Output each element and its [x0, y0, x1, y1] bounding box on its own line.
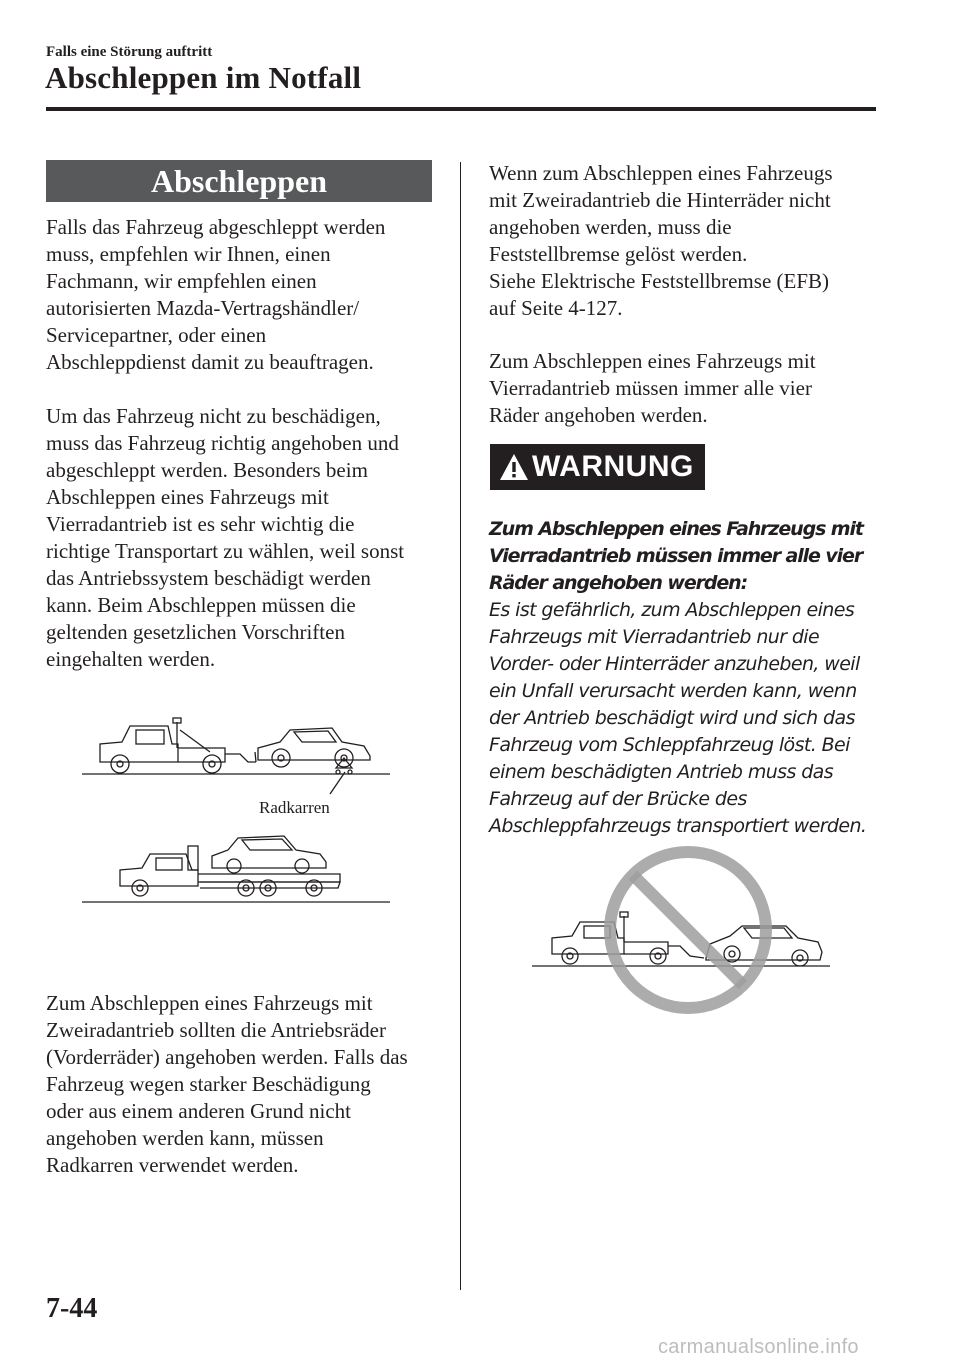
page-title: Abschleppen im Notfall — [45, 60, 362, 95]
section-title: Falls eine Störung auftritt — [46, 44, 213, 60]
warning-triangle-icon — [498, 452, 530, 482]
section-banner: Abschleppen — [46, 160, 432, 202]
warning-body — [489, 516, 869, 840]
flatbed-truck-illustration — [80, 830, 400, 908]
four-wheel-drive-paragraph: Zum Abschleppen eines Fahrzeugs mit Vierradantrieb müssen immer alle vier Räder angehoben werden. — [489, 349, 816, 427]
intro-paragraph: Falls das Fahrzeug abgeschleppt werden muss, empfehlen wir Ihnen, einen Fachmann, wir empfehlen einen autorisierten Mazda-Vertragshändler/ Servicepartner, oder einen Abschleppdienst damit zu beauftragen. — [46, 215, 386, 374]
damage-paragraph: Um das Fahrzeug nicht zu beschädigen, muss das Fahrzeug richtig angehoben und abgeschleppt werden. Besonders beim Abschleppen eines Fahrzeugs mit Vierradantrieb ist es sehr wichtig die richtige Transportart zu wählen, weil sonst das Antriebssystem beschädigt werden kann. Beim Abschleppen müssen die geltenden gesetzlichen Vorschriften eingehalten werden. — [46, 404, 405, 671]
prohibited-towing-illustration — [530, 842, 835, 1017]
header-rule — [46, 107, 876, 111]
warning-badge — [490, 444, 705, 490]
tow-truck-dolly-illustration — [80, 712, 400, 802]
watermark: carmanualsonline.info — [658, 1336, 859, 1358]
parking-brake-paragraph: Wenn zum Abschleppen eines Fahrzeugs mit Zweiradantrieb die Hinterräder nicht angehoben werden, muss die Feststellbremse gelöst werden. Siehe Elektrische Feststellbremse (EFB) auf Seite 4-127. — [489, 161, 833, 320]
warning-label: WARNUNG — [532, 450, 694, 483]
figure-label-radkarren: Radkarren — [259, 798, 330, 817]
warning-text: Es ist gefährlich, zum Abschleppen eines Fahrzeugs mit Vierradantrieb nur die Vorder- oder Hinterräder anzuheben, weil ein Unfall verursacht werden kann, wenn der Antrieb beschädigt wird und sich das Fahrzeug vom Schleppfahrzeug löst. Bei einem beschädigten Antrieb muss das Fahrzeug auf der Brücke des Abschleppfahrzeugs transportiert werden. — [489, 599, 867, 837]
warning-title: Zum Abschleppen eines Fahrzeugs mit Vierradantrieb müssen immer alle vier Räder angehoben werden: — [489, 518, 863, 594]
column-divider — [460, 162, 461, 1290]
two-wheel-drive-paragraph: Zum Abschleppen eines Fahrzeugs mit Zweiradantrieb sollten die Antriebsräder (Vorderräder) angehoben werden. Falls das Fahrzeug wegen starker Beschädigung oder aus einem anderen Grund nicht angehoben werden kann, müssen Radkarren verwendet werden. — [46, 991, 408, 1177]
page-number: 7-44 — [46, 1293, 98, 1324]
